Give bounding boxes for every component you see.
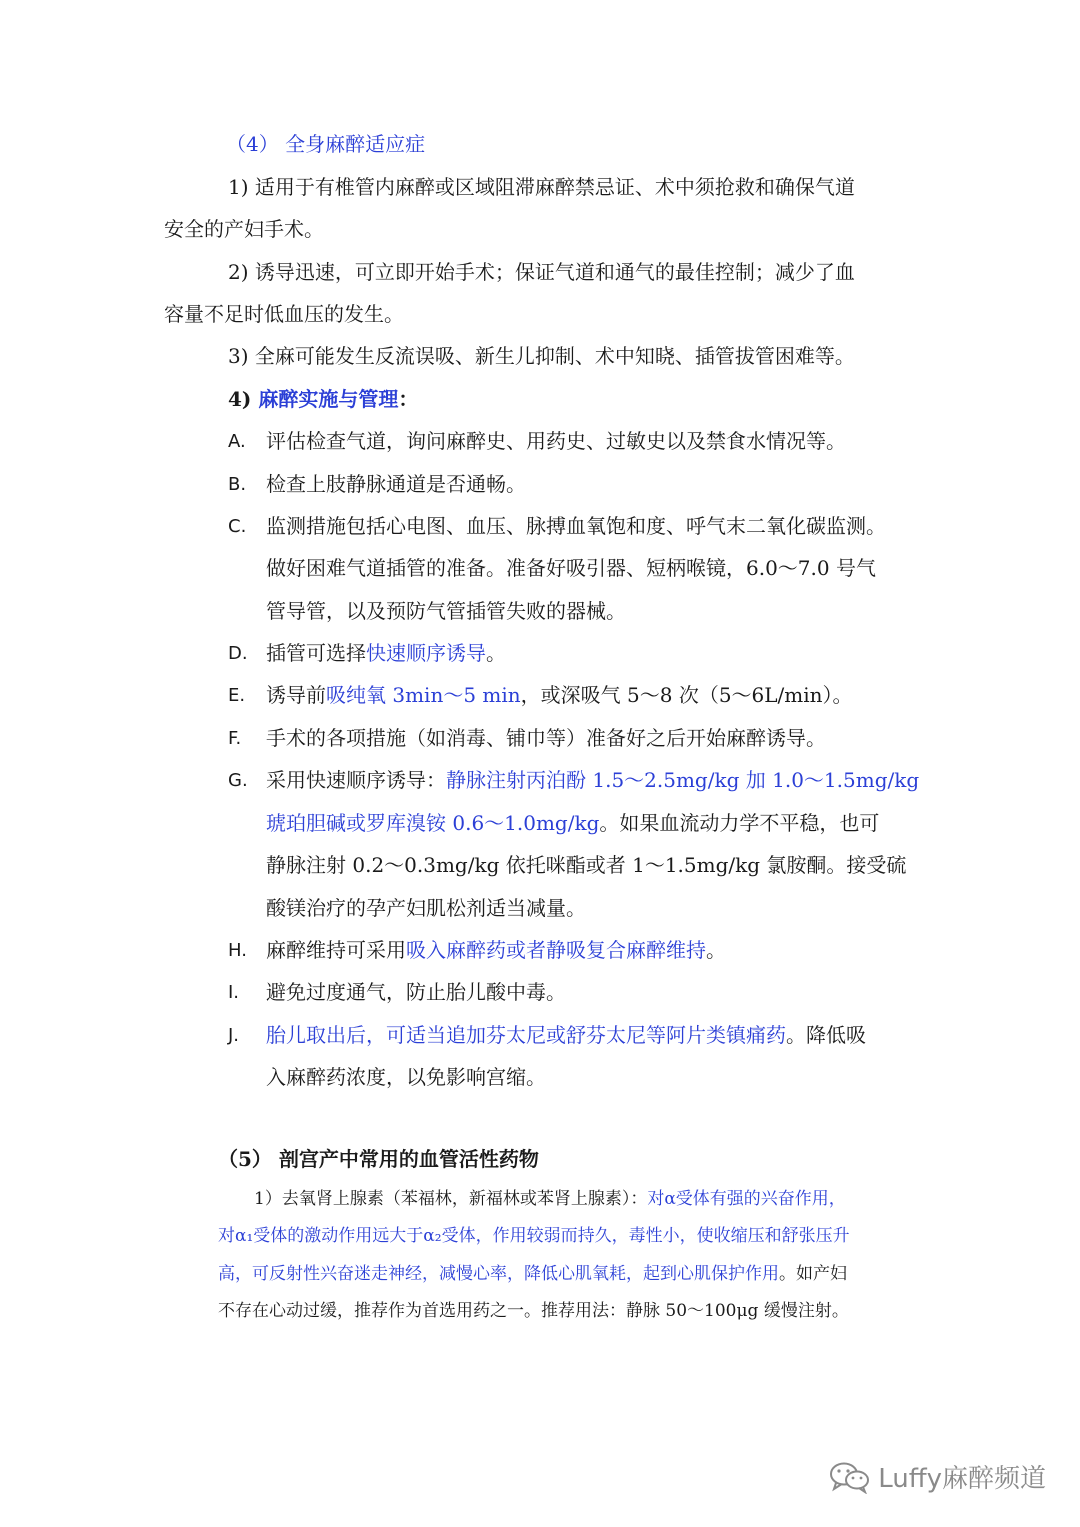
item-g-highlight2: 琥珀胆碱或罗库溴铵 0.6～1.0mg/kg bbox=[266, 811, 600, 835]
item-h-marker: H. bbox=[228, 940, 247, 961]
item-c-marker: C. bbox=[228, 516, 247, 537]
item-j-highlight: 胎儿取出后，可适当追加芬太尼或舒芬太尼等阿片类镇痛药 bbox=[266, 1023, 786, 1047]
item-d-post: 。 bbox=[486, 641, 506, 665]
item-g-marker: G. bbox=[228, 770, 248, 791]
item-g-line2 bbox=[266, 808, 879, 838]
item-f-marker: F. bbox=[228, 728, 242, 749]
paragraph-1-line1: 1) 适用于有椎管内麻醉或区域阻滞麻醉禁忌证、术中须抢救和确保气道 bbox=[228, 175, 855, 199]
section5-line3-post: 。如产妇 bbox=[779, 1264, 847, 1284]
paragraph-3: 3) 全麻可能发生反流误吸、新生儿抑制、术中知晓、插管拔管困难等。 bbox=[228, 344, 855, 368]
wechat-icon bbox=[828, 1460, 872, 1494]
item-e-highlight: 吸纯氧 3min～5 min bbox=[326, 683, 521, 707]
item-c-line1: 监测措施包括心电图、血压、脉搏血氧饱和度、呼气末二氧化碳监测。 bbox=[266, 514, 886, 538]
item-h-post: 。 bbox=[706, 938, 726, 962]
item-e-marker: E. bbox=[228, 685, 246, 706]
item-d-highlight: 快速顺序诱导 bbox=[366, 641, 486, 665]
item-j-line1 bbox=[266, 1020, 866, 1050]
item-h-text bbox=[266, 935, 726, 965]
paragraph-4-prefix: 4) bbox=[228, 387, 259, 411]
item-g-line4: 酸镁治疗的孕产妇肌松剂适当减量。 bbox=[266, 896, 586, 920]
paragraph-4-title: 麻醉实施与管理 bbox=[258, 387, 399, 411]
item-g-post2: 。如果血流动力学不平稳，也可 bbox=[599, 811, 880, 835]
section5-line1-pre: 1）去氧肾上腺素（苯福林，新福林或苯肾上腺素）： bbox=[254, 1189, 648, 1209]
section4-title: （4） 全身麻醉适应症 bbox=[226, 132, 426, 156]
item-a-marker: A. bbox=[228, 431, 246, 452]
paragraph-2-line1: 2) 诱导迅速，可立即开始手术；保证气道和通气的最佳控制；减少了血 bbox=[228, 260, 855, 284]
section5-line1-highlight: 对α受体有强的兴奋作用， bbox=[647, 1189, 846, 1209]
paragraph-1-line2: 安全的产妇手术。 bbox=[164, 217, 324, 241]
paragraph-2-line2: 容量不足时低血压的发生。 bbox=[164, 302, 404, 326]
paragraph-4-colon: ： bbox=[398, 387, 419, 411]
watermark-text: Luffy麻醉频道 bbox=[878, 1464, 1046, 1494]
section5-line2: 对α₁受体的激动作用远大于α₂受体，作用较弱而持久，毒性小，使收缩压和舒张压升 bbox=[218, 1226, 850, 1246]
item-i-text: 避免过度通气，防止胎儿酸中毒。 bbox=[266, 980, 566, 1004]
item-g-highlight1: 静脉注射丙泊酚 1.5～2.5mg/kg 加 1.0～1.5mg/kg bbox=[446, 768, 920, 792]
section5-line4: 不存在心动过缓，推荐作为首选用药之一。推荐用法：静脉 50～100μg 缓慢注射。 bbox=[218, 1301, 849, 1321]
item-j-marker: J. bbox=[228, 1025, 240, 1046]
watermark bbox=[828, 1458, 1046, 1495]
item-b-text: 检查上肢静脉通道是否通畅。 bbox=[266, 472, 526, 496]
item-j-post: 。降低吸 bbox=[786, 1023, 866, 1047]
item-d-text bbox=[266, 638, 506, 668]
item-d-marker: D. bbox=[228, 643, 248, 664]
section5-line1 bbox=[254, 1184, 846, 1214]
item-j-line2: 入麻醉药浓度，以免影响宫缩。 bbox=[266, 1065, 546, 1089]
section5-line3 bbox=[218, 1259, 847, 1289]
item-g-line1 bbox=[266, 765, 919, 795]
item-e-post: ，或深吸气 5～8 次（5～6L/min）。 bbox=[520, 683, 853, 707]
item-g-line3: 静脉注射 0.2～0.3mg/kg 依托咪酯或者 1～1.5mg/kg 氯胺酮。接受硫 bbox=[266, 853, 907, 877]
item-d-pre: 插管可选择 bbox=[266, 641, 366, 665]
item-b-marker: B. bbox=[228, 474, 247, 495]
item-a-text: 评估检查气道，询问麻醉史、用药史、过敏史以及禁食水情况等。 bbox=[266, 429, 846, 453]
item-h-highlight: 吸入麻醉药或者静吸复合麻醉维持 bbox=[406, 938, 706, 962]
item-e-pre: 诱导前 bbox=[266, 683, 326, 707]
section5-title: （5） 剖宫产中常用的血管活性药物 bbox=[218, 1147, 539, 1171]
item-h-pre: 麻醉维持可采用 bbox=[266, 938, 406, 962]
item-f-text: 手术的各项措施（如消毒、铺巾等）准备好之后开始麻醉诱导。 bbox=[266, 726, 826, 750]
section5-line3-highlight: 高，可反射性兴奋迷走神经，减慢心率，降低心肌氧耗，起到心肌保护作用 bbox=[218, 1264, 779, 1284]
item-c-line3: 管导管，以及预防气管插管失败的器械。 bbox=[266, 599, 626, 623]
paragraph-4-heading bbox=[228, 384, 418, 414]
item-i-marker: I. bbox=[228, 982, 240, 1003]
item-g-pre: 采用快速顺序诱导： bbox=[266, 768, 446, 792]
item-c-line2: 做好困难气道插管的准备。准备好吸引器、短柄喉镜，6.0～7.0 号气 bbox=[266, 556, 876, 580]
item-e-text bbox=[266, 680, 853, 710]
